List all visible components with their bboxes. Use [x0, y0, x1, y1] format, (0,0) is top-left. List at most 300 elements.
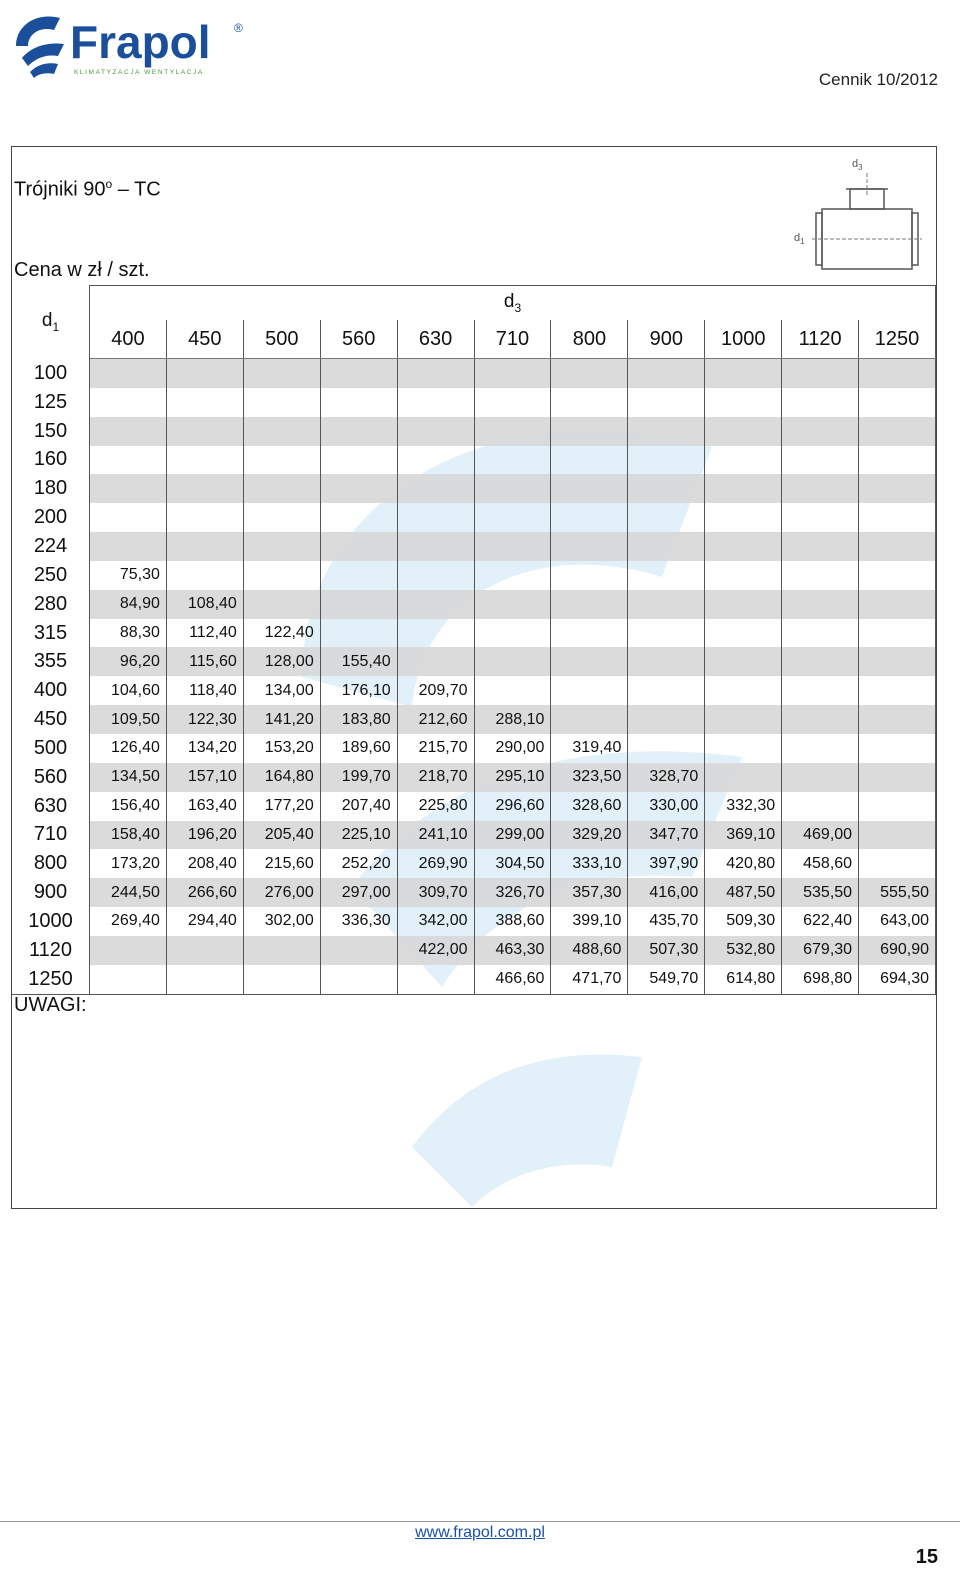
price-cell: [628, 417, 705, 446]
price-cell: [859, 503, 936, 532]
price-cell: [320, 619, 397, 648]
price-cell: [243, 388, 320, 417]
price-cell: 189,60: [320, 734, 397, 763]
price-cell: [859, 417, 936, 446]
price-cell: [859, 532, 936, 561]
table-row: [12, 446, 936, 475]
row-d1-value: 315: [12, 619, 90, 648]
price-cell: 122,30: [166, 705, 243, 734]
table-row: [12, 647, 936, 676]
price-cell: [243, 965, 320, 994]
price-cell: [243, 474, 320, 503]
price-cell: 134,50: [90, 763, 167, 792]
table-row: [12, 474, 936, 503]
price-cell: [859, 590, 936, 619]
row-d1-value: 280: [12, 590, 90, 619]
price-cell: [551, 388, 628, 417]
price-cell: [551, 359, 628, 388]
price-cell: [397, 359, 474, 388]
price-cell: 112,40: [166, 619, 243, 648]
price-cell: [705, 647, 782, 676]
price-cell: [474, 474, 551, 503]
price-cell: 153,20: [243, 734, 320, 763]
row-d1-value: 800: [12, 849, 90, 878]
price-cell: 104,60: [90, 676, 167, 705]
price-cell: 679,30: [782, 936, 859, 965]
price-cell: [166, 503, 243, 532]
row-d1-value: 180: [12, 474, 90, 503]
row-d1-value: 125: [12, 388, 90, 417]
price-cell: [859, 676, 936, 705]
row-d1-value: 160: [12, 446, 90, 475]
price-cell: 205,40: [243, 821, 320, 850]
price-cell: [782, 446, 859, 475]
svg-text:®: ®: [234, 21, 243, 35]
price-cell: [551, 446, 628, 475]
price-cell: [859, 763, 936, 792]
price-cell: [474, 647, 551, 676]
price-cell: 108,40: [166, 590, 243, 619]
price-cell: 549,70: [628, 965, 705, 994]
price-cell: [90, 446, 167, 475]
price-cell: 357,30: [551, 878, 628, 907]
price-cell: 88,30: [90, 619, 167, 648]
price-cell: 466,60: [474, 965, 551, 994]
table-row: [12, 590, 936, 619]
price-cell: [705, 705, 782, 734]
price-cell: [705, 532, 782, 561]
price-cell: [320, 503, 397, 532]
row-d1-value: 400: [12, 676, 90, 705]
price-cell: 422,00: [397, 936, 474, 965]
price-cell: [705, 388, 782, 417]
price-cell: 326,70: [474, 878, 551, 907]
price-cell: [782, 705, 859, 734]
price-cell: [243, 359, 320, 388]
column-header: 560: [320, 320, 397, 359]
row-d1-value: 500: [12, 734, 90, 763]
column-header: 710: [474, 320, 551, 359]
price-cell: [782, 532, 859, 561]
price-cell: 296,60: [474, 792, 551, 821]
frapol-logo: [8, 6, 248, 78]
price-cell: 347,70: [628, 821, 705, 850]
table-row: [12, 907, 936, 936]
price-cell: [628, 734, 705, 763]
row-d1-value: 150: [12, 417, 90, 446]
price-cell: [90, 417, 167, 446]
price-cell: [859, 474, 936, 503]
price-cell: [628, 705, 705, 734]
price-cell: [474, 619, 551, 648]
price-cell: 302,00: [243, 907, 320, 936]
price-cell: 176,10: [320, 676, 397, 705]
price-cell: [397, 474, 474, 503]
price-cell: [551, 590, 628, 619]
price-cell: [90, 474, 167, 503]
price-cell: 333,10: [551, 849, 628, 878]
price-cell: [705, 763, 782, 792]
logo-tagline: KLIMATYZACJA WENTYLACJA: [74, 69, 204, 76]
price-cell: [90, 532, 167, 561]
price-cell: 109,50: [90, 705, 167, 734]
price-cell: [243, 417, 320, 446]
price-cell: 209,70: [397, 676, 474, 705]
price-cell: 309,70: [397, 878, 474, 907]
footer-link[interactable]: www.frapol.com.pl: [415, 1524, 545, 1541]
price-cell: [628, 647, 705, 676]
price-cell: 196,20: [166, 821, 243, 850]
table-row: [12, 849, 936, 878]
price-cell: [397, 619, 474, 648]
price-cell: 157,10: [166, 763, 243, 792]
price-cell: 416,00: [628, 878, 705, 907]
price-cell: [474, 561, 551, 590]
price-cell: [782, 388, 859, 417]
price-cell: [859, 446, 936, 475]
price-cell: 304,50: [474, 849, 551, 878]
column-header-row: [12, 320, 936, 359]
price-cell: 164,80: [243, 763, 320, 792]
price-cell: [474, 446, 551, 475]
price-cell: [320, 417, 397, 446]
price-cell: [397, 561, 474, 590]
price-cell: [551, 705, 628, 734]
price-cell: 388,60: [474, 907, 551, 936]
row-d1-value: 1120: [12, 936, 90, 965]
price-cell: [166, 965, 243, 994]
price-cell: 435,70: [628, 907, 705, 936]
document-label: Cennik 10/2012: [818, 70, 938, 89]
price-cell: [782, 561, 859, 590]
price-cell: [705, 474, 782, 503]
diagram-label-d1: $d_1$: [794, 232, 805, 246]
price-cell: [320, 532, 397, 561]
price-cell: [705, 734, 782, 763]
column-header: 1250: [859, 320, 936, 359]
price-cell: 369,10: [705, 821, 782, 850]
price-cell: 463,30: [474, 936, 551, 965]
price-cell: [628, 676, 705, 705]
price-cell: [782, 619, 859, 648]
table-row: [12, 359, 936, 388]
price-cell: [859, 388, 936, 417]
price-cell: [397, 388, 474, 417]
price-cell: [243, 561, 320, 590]
price-cell: 330,00: [628, 792, 705, 821]
price-cell: 241,10: [397, 821, 474, 850]
price-cell: [705, 676, 782, 705]
price-cell: 122,40: [243, 619, 320, 648]
price-cell: [320, 359, 397, 388]
table-row: [12, 965, 936, 994]
price-cell: 207,40: [320, 792, 397, 821]
price-cell: 126,40: [90, 734, 167, 763]
price-cell: 694,30: [859, 965, 936, 994]
price-unit-label: Cena w zł / szt.: [14, 259, 150, 281]
price-cell: [474, 532, 551, 561]
price-cell: [320, 561, 397, 590]
price-cell: 156,40: [90, 792, 167, 821]
price-cell: 614,80: [705, 965, 782, 994]
price-cell: [551, 619, 628, 648]
price-cell: [628, 446, 705, 475]
row-d1-value: 1000: [12, 907, 90, 936]
price-cell: [243, 936, 320, 965]
price-cell: [166, 561, 243, 590]
price-cell: [397, 446, 474, 475]
price-cell: [320, 936, 397, 965]
row-d1-value: 250: [12, 561, 90, 590]
price-cell: [705, 590, 782, 619]
notes-label: UWAGI:: [14, 994, 87, 1016]
price-cell: 115,60: [166, 647, 243, 676]
price-cell: [320, 474, 397, 503]
price-cell: 288,10: [474, 705, 551, 734]
price-cell: 328,70: [628, 763, 705, 792]
column-header: 450: [166, 320, 243, 359]
price-cell: [782, 647, 859, 676]
price-cell: 332,30: [705, 792, 782, 821]
price-cell: [320, 965, 397, 994]
price-cell: 177,20: [243, 792, 320, 821]
price-cell: 509,30: [705, 907, 782, 936]
column-header: 900: [628, 320, 705, 359]
table-row: [12, 878, 936, 907]
table-row: [12, 676, 936, 705]
table-row: [12, 619, 936, 648]
price-cell: 244,50: [90, 878, 167, 907]
price-cell: 269,40: [90, 907, 167, 936]
price-cell: [474, 503, 551, 532]
d3-header: $d_3$: [90, 286, 936, 321]
price-cell: [782, 417, 859, 446]
table-row: [12, 821, 936, 850]
price-cell: 215,60: [243, 849, 320, 878]
price-cell: [90, 388, 167, 417]
price-cell: 96,20: [90, 647, 167, 676]
row-d1-value: 560: [12, 763, 90, 792]
price-cell: [243, 590, 320, 619]
price-cell: 295,10: [474, 763, 551, 792]
price-cell: [90, 359, 167, 388]
price-cell: [243, 446, 320, 475]
section-title: Trójniki 90$^o$ – TC: [14, 177, 161, 201]
price-cell: 458,60: [782, 849, 859, 878]
table-row: [12, 705, 936, 734]
row-d1-value: 224: [12, 532, 90, 561]
price-cell: 155,40: [320, 647, 397, 676]
price-cell: [859, 619, 936, 648]
table-row: [12, 561, 936, 590]
price-cell: [166, 359, 243, 388]
price-cell: [166, 388, 243, 417]
column-header: 500: [243, 320, 320, 359]
row-d1-value: 900: [12, 878, 90, 907]
price-cell: [397, 590, 474, 619]
price-cell: [628, 388, 705, 417]
price-cell: [474, 417, 551, 446]
price-cell: 173,20: [90, 849, 167, 878]
price-cell: [474, 388, 551, 417]
price-cell: [474, 590, 551, 619]
price-cell: [859, 561, 936, 590]
price-cell: [551, 676, 628, 705]
price-cell: 208,40: [166, 849, 243, 878]
price-cell: [782, 792, 859, 821]
price-cell: [320, 446, 397, 475]
price-cell: [628, 503, 705, 532]
price-cell: 199,70: [320, 763, 397, 792]
price-cell: 215,70: [397, 734, 474, 763]
price-cell: [243, 532, 320, 561]
price-cell: [705, 561, 782, 590]
price-cell: [628, 474, 705, 503]
price-table: [12, 285, 936, 995]
price-cell: 294,40: [166, 907, 243, 936]
price-cell: [859, 792, 936, 821]
price-cell: 329,20: [551, 821, 628, 850]
diagram-label-d3: $d_3$: [852, 158, 863, 172]
column-header: 1120: [782, 320, 859, 359]
price-cell: [474, 676, 551, 705]
price-cell: [397, 965, 474, 994]
price-cell: [859, 705, 936, 734]
price-cell: [397, 647, 474, 676]
price-cell: 299,00: [474, 821, 551, 850]
row-d1-value: 630: [12, 792, 90, 821]
price-cell: 252,20: [320, 849, 397, 878]
page-number: 15: [915, 1546, 938, 1568]
price-cell: 399,10: [551, 907, 628, 936]
price-cell: [320, 388, 397, 417]
price-cell: [628, 359, 705, 388]
price-cell: 134,00: [243, 676, 320, 705]
column-header: 1000: [705, 320, 782, 359]
price-cell: 218,70: [397, 763, 474, 792]
price-cell: 297,00: [320, 878, 397, 907]
price-cell: [166, 936, 243, 965]
table-row: [12, 532, 936, 561]
table-row: [12, 734, 936, 763]
price-cell: [397, 532, 474, 561]
price-cell: [551, 561, 628, 590]
price-cell: [705, 417, 782, 446]
price-cell: [705, 359, 782, 388]
price-cell: 532,80: [705, 936, 782, 965]
price-cell: 488,60: [551, 936, 628, 965]
price-cell: 84,90: [90, 590, 167, 619]
price-cell: [320, 590, 397, 619]
price-cell: 622,40: [782, 907, 859, 936]
table-row: [12, 936, 936, 965]
table-row: [12, 763, 936, 792]
price-cell: 225,80: [397, 792, 474, 821]
price-cell: [397, 417, 474, 446]
price-cell: [782, 734, 859, 763]
footer-divider: [0, 1521, 960, 1522]
price-cell: 319,40: [551, 734, 628, 763]
price-cell: [90, 936, 167, 965]
price-cell: [551, 503, 628, 532]
price-cell: [859, 647, 936, 676]
price-cell: [90, 503, 167, 532]
price-cell: 469,00: [782, 821, 859, 850]
logo-wordmark: Frapol: [70, 16, 211, 68]
logo-mark-icon: [16, 16, 64, 78]
d1-header: $d_1$: [12, 286, 90, 359]
price-sheet-frame: [11, 146, 937, 1209]
price-cell: [474, 359, 551, 388]
price-cell: 336,30: [320, 907, 397, 936]
price-cell: 269,90: [397, 849, 474, 878]
price-cell: 266,60: [166, 878, 243, 907]
column-header: 630: [397, 320, 474, 359]
price-cell: [90, 965, 167, 994]
price-cell: [859, 734, 936, 763]
price-cell: 75,30: [90, 561, 167, 590]
price-cell: [782, 676, 859, 705]
price-cell: 328,60: [551, 792, 628, 821]
price-cell: 698,80: [782, 965, 859, 994]
price-cell: 163,40: [166, 792, 243, 821]
price-cell: [782, 590, 859, 619]
table-row: [12, 792, 936, 821]
price-cell: 323,50: [551, 763, 628, 792]
column-header: 400: [90, 320, 167, 359]
price-cell: [166, 532, 243, 561]
price-cell: 290,00: [474, 734, 551, 763]
price-cell: 471,70: [551, 965, 628, 994]
price-cell: 535,50: [782, 878, 859, 907]
price-cell: [166, 417, 243, 446]
row-d1-value: 200: [12, 503, 90, 532]
price-cell: 690,90: [859, 936, 936, 965]
price-cell: 118,40: [166, 676, 243, 705]
price-cell: 487,50: [705, 878, 782, 907]
price-cell: [705, 619, 782, 648]
price-cell: 134,20: [166, 734, 243, 763]
price-cell: 507,30: [628, 936, 705, 965]
price-cell: [705, 503, 782, 532]
tee-fitting-diagram: [792, 155, 922, 277]
row-d1-value: 710: [12, 821, 90, 850]
price-cell: 276,00: [243, 878, 320, 907]
price-cell: [166, 474, 243, 503]
price-cell: 212,60: [397, 705, 474, 734]
price-cell: 397,90: [628, 849, 705, 878]
price-cell: [782, 503, 859, 532]
price-cell: [859, 821, 936, 850]
price-cell: 555,50: [859, 878, 936, 907]
price-cell: 420,80: [705, 849, 782, 878]
table-row: [12, 388, 936, 417]
row-d1-value: 100: [12, 359, 90, 388]
price-cell: [782, 359, 859, 388]
price-cell: 183,80: [320, 705, 397, 734]
price-cell: [551, 417, 628, 446]
price-cell: [551, 647, 628, 676]
price-cell: [782, 474, 859, 503]
column-header: 800: [551, 320, 628, 359]
row-d1-value: 450: [12, 705, 90, 734]
table-row: [12, 503, 936, 532]
price-cell: [628, 532, 705, 561]
row-d1-value: 355: [12, 647, 90, 676]
price-cell: 342,00: [397, 907, 474, 936]
price-cell: [628, 590, 705, 619]
price-cell: 158,40: [90, 821, 167, 850]
